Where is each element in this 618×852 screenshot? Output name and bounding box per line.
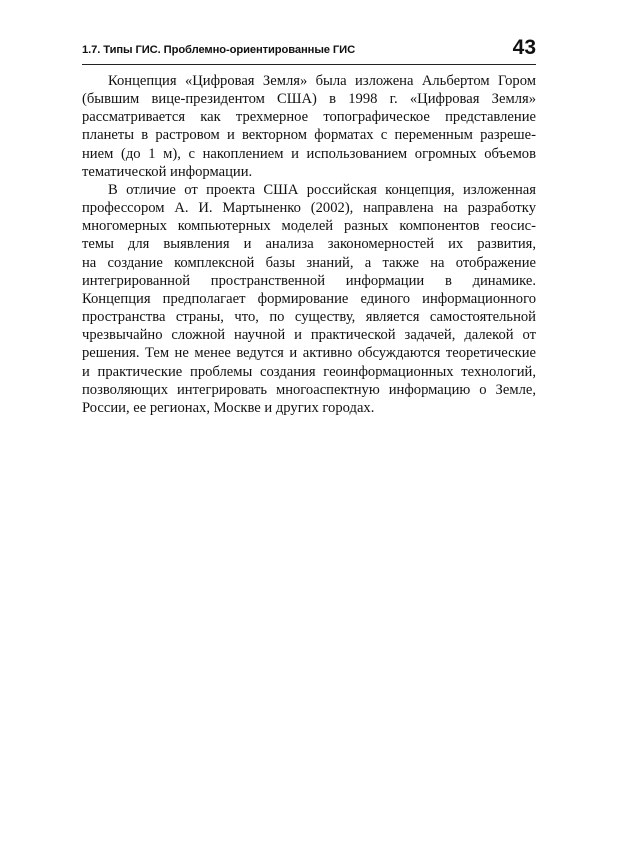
page-number: 43 [512, 36, 536, 59]
text-line: решения. Тем не менее ведутся и активно обсуждаются теоретические [82, 345, 536, 362]
body-text [82, 72, 536, 417]
text-line: тематической информации. [82, 163, 253, 180]
text-line: нием (до 1 м), с накоплением и использованием огромных объемов [82, 145, 536, 162]
text-line: планеты в растровом и векторном форматах с переменным разреше- [82, 127, 536, 144]
text-line: (бывшим вице-президентом США) в 1998 г. «Цифровая Земля» [82, 91, 536, 108]
text-line: чрезвычайно сложной научной и практической задачей, далекой от [82, 327, 536, 344]
paragraph-russian-concept [82, 181, 536, 417]
running-head [82, 36, 536, 64]
paragraph-digital-earth [82, 72, 536, 181]
text-line: многомерных компьютерных моделей разных компонентов геосис- [82, 218, 536, 235]
text-line: пространства страны, что, по существу, является самостоятельной [82, 309, 536, 326]
running-head-title: 1.7. Типы ГИС. Проблемно-ориентированные ГИС [82, 44, 356, 56]
text-line: России, ее регионах, Москве и других городах. [82, 399, 375, 416]
text-line: В отличие от проекта США российская концепция, изложенная [108, 181, 536, 198]
text-line: Концепция «Цифровая Земля» была изложена Альбертом Гором [108, 73, 536, 89]
text-line: и практические проблемы создания геоинформационных технологий, [82, 363, 536, 380]
text-line: профессором А. И. Мартыненко (2002), направлена на разработку [82, 200, 536, 217]
text-line: позволяющих интегрировать многоаспектную информацию о Земле, [82, 381, 536, 398]
text-line: темы для выявления и анализа закономерностей их развития, [82, 236, 536, 253]
text-line: Концепция предполагает формирование единого информационного [82, 290, 536, 307]
text-line: интегрированной пространственной информации в динамике. [82, 272, 536, 289]
header-divider [82, 64, 536, 65]
text-line: на создание комплексной базы знаний, а также на отображение [82, 254, 536, 271]
text-line: рассматривается как трехмерное топографическое представление [82, 109, 536, 126]
